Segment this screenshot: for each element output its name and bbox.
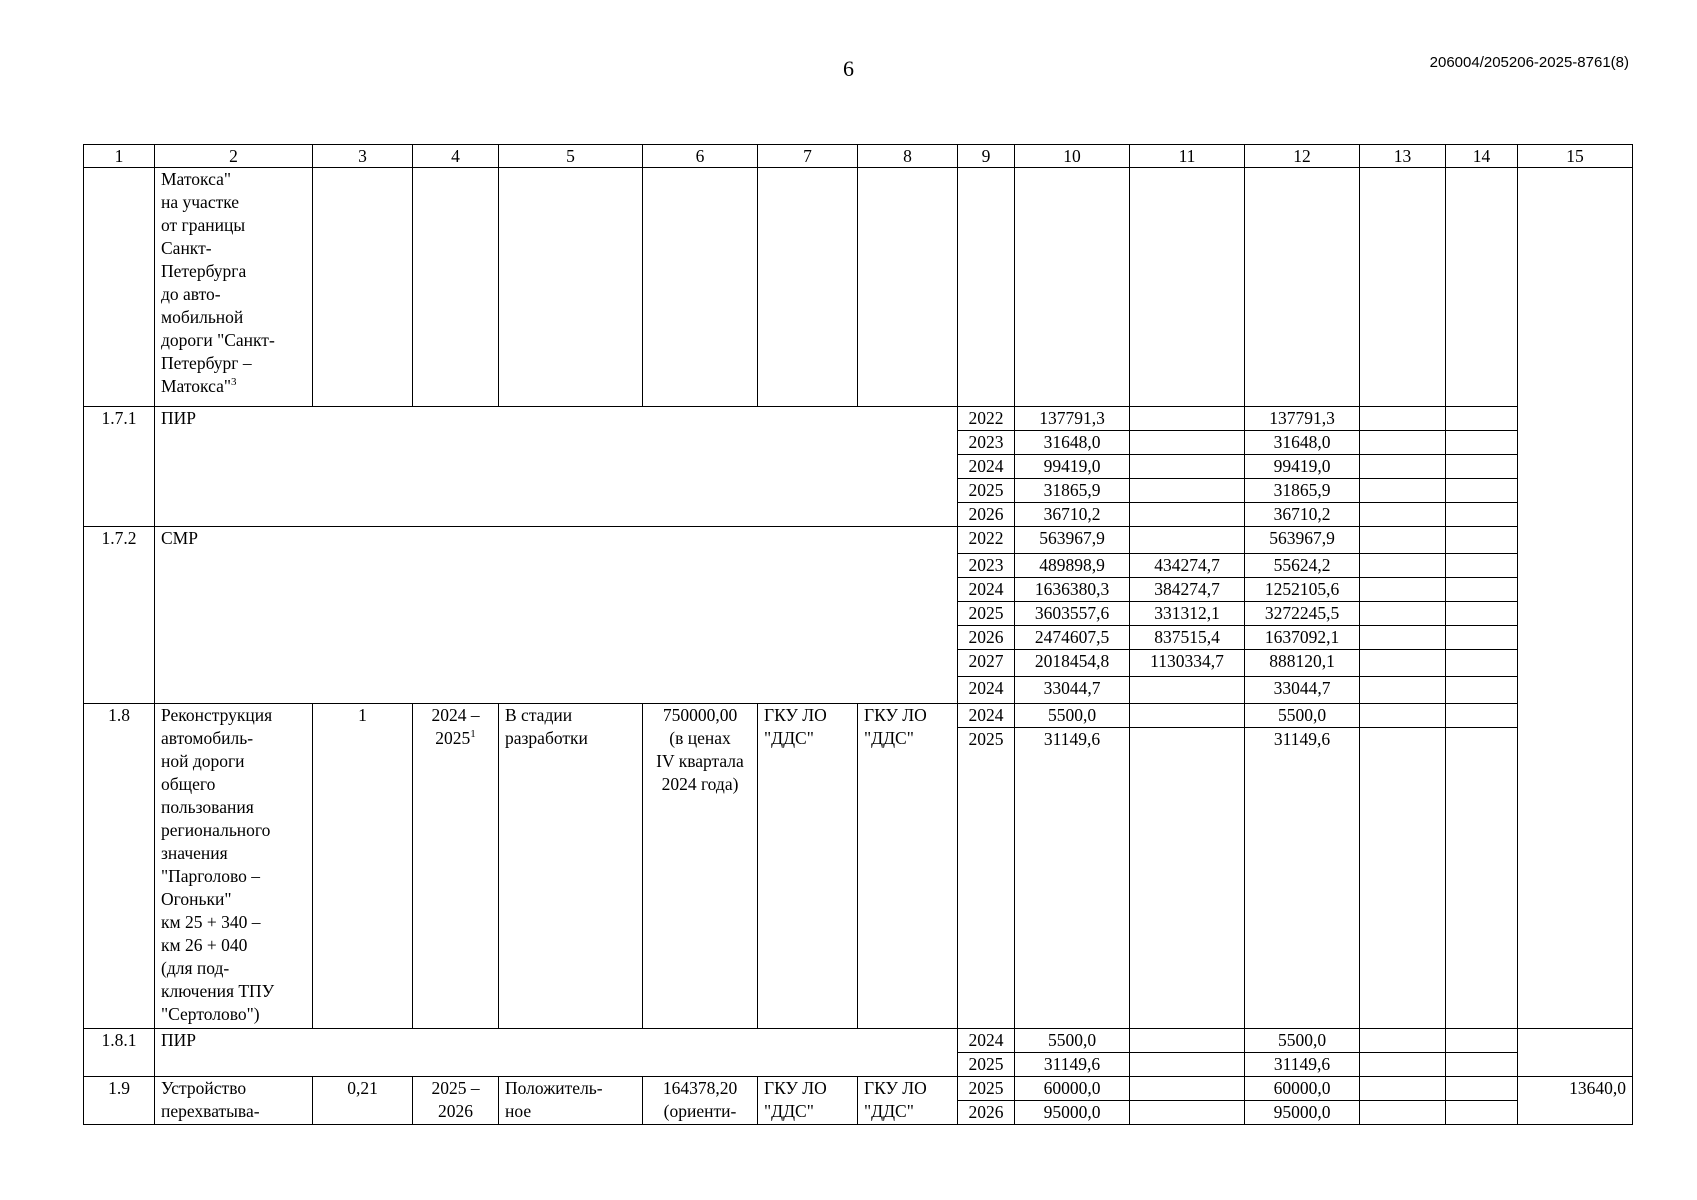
total-cell: 31648,0 xyxy=(1015,431,1130,455)
cell xyxy=(1360,168,1446,407)
cell xyxy=(1446,1077,1518,1101)
total-cell: 36710,2 xyxy=(1015,503,1130,527)
item-number: 1.8.1 xyxy=(84,1029,155,1077)
cell xyxy=(1360,503,1446,527)
cell xyxy=(1360,479,1446,503)
cell xyxy=(1360,578,1446,602)
cell xyxy=(958,168,1015,407)
column-header: 14 xyxy=(1446,145,1518,168)
federal-cell xyxy=(1130,1029,1245,1053)
cell xyxy=(1360,1077,1446,1101)
federal-cell xyxy=(1130,431,1245,455)
regional-cell: 60000,0 xyxy=(1245,1077,1360,1101)
item-label: ПИР xyxy=(155,407,958,527)
cell xyxy=(1446,677,1518,704)
column-header: 2 xyxy=(155,145,313,168)
cell xyxy=(1360,527,1446,554)
period-cell xyxy=(413,704,499,1029)
cell xyxy=(84,168,155,407)
column-header: 11 xyxy=(1130,145,1245,168)
customer-cell: ГКУ ЛО "ДДС" xyxy=(758,704,858,1029)
federal-cell: 837515,4 xyxy=(1130,626,1245,650)
cell xyxy=(1360,602,1446,626)
cell xyxy=(1446,704,1518,728)
period-start: 2024 – xyxy=(431,705,480,725)
federal-cell xyxy=(1130,728,1245,1029)
regional-cell: 31149,6 xyxy=(1245,728,1360,1029)
cell xyxy=(1360,554,1446,578)
year-cell: 2025 xyxy=(958,602,1015,626)
total-cell: 60000,0 xyxy=(1015,1077,1130,1101)
regional-cell: 3272245,5 xyxy=(1245,602,1360,626)
cell xyxy=(1446,503,1518,527)
year-cell: 2025 xyxy=(958,1077,1015,1101)
cell xyxy=(1245,168,1360,407)
col15-value: 13640,0 xyxy=(1518,1077,1633,1125)
regional-cell: 888120,1 xyxy=(1245,650,1360,677)
total-cell: 2018454,8 xyxy=(1015,650,1130,677)
status-cell: Положитель- ное xyxy=(499,1077,643,1125)
cell xyxy=(1360,728,1446,1029)
item-name: Устройство перехватыва- xyxy=(155,1077,313,1125)
cell xyxy=(413,168,499,407)
column-header: 10 xyxy=(1015,145,1130,168)
cell xyxy=(1446,1101,1518,1125)
cell xyxy=(643,168,758,407)
year-cell: 2024 xyxy=(958,677,1015,704)
total-cell: 31865,9 xyxy=(1015,479,1130,503)
cell xyxy=(1446,602,1518,626)
federal-cell xyxy=(1130,407,1245,431)
column-number-row xyxy=(84,145,1633,168)
table-row xyxy=(84,1029,1633,1053)
page-number: 6 xyxy=(843,56,854,81)
item-number: 1.8 xyxy=(84,704,155,1029)
federal-cell xyxy=(1130,1101,1245,1125)
federal-cell xyxy=(1130,455,1245,479)
regional-cell: 36710,2 xyxy=(1245,503,1360,527)
cell xyxy=(1446,407,1518,431)
cell xyxy=(499,168,643,407)
column-header: 5 xyxy=(499,145,643,168)
cell xyxy=(1446,431,1518,455)
col15-cell xyxy=(1518,168,1633,1029)
regional-cell: 99419,0 xyxy=(1245,455,1360,479)
document-code: 206004/205206-2025-8761(8) xyxy=(1429,54,1629,71)
total-cell: 137791,3 xyxy=(1015,407,1130,431)
item-name: Матокса" на участке от границы Санкт- Петербурга до авто- мобильной дороги "Санкт- Петербург – Матокса" xyxy=(161,169,275,396)
cell xyxy=(1446,728,1518,1029)
federal-cell: 331312,1 xyxy=(1130,602,1245,626)
year-cell: 2024 xyxy=(958,455,1015,479)
year-cell: 2026 xyxy=(958,1101,1015,1125)
regional-cell: 33044,7 xyxy=(1245,677,1360,704)
cost-cell: 750000,00 (в ценах IV квартала 2024 года) xyxy=(643,704,758,1029)
cell xyxy=(1360,704,1446,728)
program-table xyxy=(83,144,1633,1125)
cell xyxy=(1360,431,1446,455)
item-name: Реконструкция автомобиль- ной дороги общего пользования регионального значения "Парголово – Огоньки" км 25 + 340 – км 26 + 040 (для под- ключения ТПУ "Сертолово") xyxy=(161,705,275,1024)
table-row xyxy=(84,407,1633,431)
column-header: 13 xyxy=(1360,145,1446,168)
column-header: 4 xyxy=(413,145,499,168)
regional-cell: 31865,9 xyxy=(1245,479,1360,503)
item-number: 1.7.1 xyxy=(84,407,155,527)
total-cell: 99419,0 xyxy=(1015,455,1130,479)
column-header: 1 xyxy=(84,145,155,168)
regional-cell: 5500,0 xyxy=(1245,704,1360,728)
federal-cell xyxy=(1130,677,1245,704)
cell xyxy=(1446,1029,1518,1053)
year-cell: 2024 xyxy=(958,578,1015,602)
year-cell: 2026 xyxy=(958,503,1015,527)
cell xyxy=(1446,650,1518,677)
cell xyxy=(1360,407,1446,431)
total-cell: 489898,9 xyxy=(1015,554,1130,578)
year-cell: 2025 xyxy=(958,1053,1015,1077)
table-row-continued xyxy=(84,168,1633,407)
cost-cell: 164378,20 (ориенти- xyxy=(643,1077,758,1125)
item-label: ПИР xyxy=(155,1029,958,1077)
column-header: 8 xyxy=(858,145,958,168)
cell xyxy=(1360,1029,1446,1053)
period-end: 2025 xyxy=(435,728,471,748)
total-cell: 31149,6 xyxy=(1015,728,1130,1029)
item-name-cell xyxy=(155,704,313,1029)
cell xyxy=(1446,455,1518,479)
cell xyxy=(1446,554,1518,578)
cell xyxy=(1360,1101,1446,1125)
year-cell: 2023 xyxy=(958,554,1015,578)
column-header: 6 xyxy=(643,145,758,168)
federal-cell xyxy=(1130,1053,1245,1077)
cell xyxy=(1446,578,1518,602)
cell xyxy=(313,168,413,407)
column-header: 9 xyxy=(958,145,1015,168)
regional-cell: 137791,3 xyxy=(1245,407,1360,431)
federal-cell xyxy=(1130,503,1245,527)
cell xyxy=(1446,626,1518,650)
year-cell: 2025 xyxy=(958,728,1015,1029)
regional-cell: 95000,0 xyxy=(1245,1101,1360,1125)
year-cell: 2027 xyxy=(958,650,1015,677)
total-cell: 31149,6 xyxy=(1015,1053,1130,1077)
total-cell: 5500,0 xyxy=(1015,704,1130,728)
cell xyxy=(1360,650,1446,677)
cell xyxy=(1446,527,1518,554)
cell xyxy=(1446,1053,1518,1077)
cell xyxy=(1360,626,1446,650)
total-cell: 1636380,3 xyxy=(1015,578,1130,602)
federal-cell xyxy=(1130,527,1245,554)
footnote-mark: 3 xyxy=(231,376,237,389)
regional-cell: 31149,6 xyxy=(1245,1053,1360,1077)
item-label: СМР xyxy=(155,527,958,704)
year-cell: 2024 xyxy=(958,1029,1015,1053)
regional-cell: 563967,9 xyxy=(1245,527,1360,554)
federal-cell: 384274,7 xyxy=(1130,578,1245,602)
regional-cell: 31648,0 xyxy=(1245,431,1360,455)
cell xyxy=(1360,1053,1446,1077)
capacity-cell: 1 xyxy=(313,704,413,1029)
table-row xyxy=(84,1077,1633,1101)
regional-cell: 1637092,1 xyxy=(1245,626,1360,650)
year-cell: 2022 xyxy=(958,407,1015,431)
builder-cell: ГКУ ЛО "ДДС" xyxy=(858,704,958,1029)
cell xyxy=(1360,455,1446,479)
table-row xyxy=(84,527,1633,554)
federal-cell: 434274,7 xyxy=(1130,554,1245,578)
year-cell: 2022 xyxy=(958,527,1015,554)
total-cell: 5500,0 xyxy=(1015,1029,1130,1053)
federal-cell xyxy=(1130,1077,1245,1101)
cell xyxy=(1360,677,1446,704)
cell xyxy=(1130,168,1245,407)
item-number: 1.9 xyxy=(84,1077,155,1125)
total-cell: 95000,0 xyxy=(1015,1101,1130,1125)
total-cell: 2474607,5 xyxy=(1015,626,1130,650)
item-name-cell xyxy=(155,168,313,407)
cell xyxy=(858,168,958,407)
period-cell: 2025 – 2026 xyxy=(413,1077,499,1125)
year-cell: 2026 xyxy=(958,626,1015,650)
footnote-mark: 1 xyxy=(470,728,476,741)
year-cell: 2025 xyxy=(958,479,1015,503)
federal-cell xyxy=(1130,479,1245,503)
builder-cell: ГКУ ЛО "ДДС" xyxy=(858,1077,958,1125)
customer-cell: ГКУ ЛО "ДДС" xyxy=(758,1077,858,1125)
cell xyxy=(1446,479,1518,503)
year-cell: 2024 xyxy=(958,704,1015,728)
cell xyxy=(1446,168,1518,407)
column-header: 3 xyxy=(313,145,413,168)
total-cell: 3603557,6 xyxy=(1015,602,1130,626)
item-number: 1.7.2 xyxy=(84,527,155,704)
federal-cell: 1130334,7 xyxy=(1130,650,1245,677)
cell xyxy=(1015,168,1130,407)
table-row xyxy=(84,704,1633,728)
cell xyxy=(758,168,858,407)
total-cell: 33044,7 xyxy=(1015,677,1130,704)
capacity-cell: 0,21 xyxy=(313,1077,413,1125)
status-cell: В стадии разработки xyxy=(499,704,643,1029)
regional-cell: 55624,2 xyxy=(1245,554,1360,578)
column-header: 7 xyxy=(758,145,858,168)
federal-cell xyxy=(1130,704,1245,728)
regional-cell: 1252105,6 xyxy=(1245,578,1360,602)
column-header: 12 xyxy=(1245,145,1360,168)
year-cell: 2023 xyxy=(958,431,1015,455)
regional-cell: 5500,0 xyxy=(1245,1029,1360,1053)
total-cell: 563967,9 xyxy=(1015,527,1130,554)
column-header: 15 xyxy=(1518,145,1633,168)
